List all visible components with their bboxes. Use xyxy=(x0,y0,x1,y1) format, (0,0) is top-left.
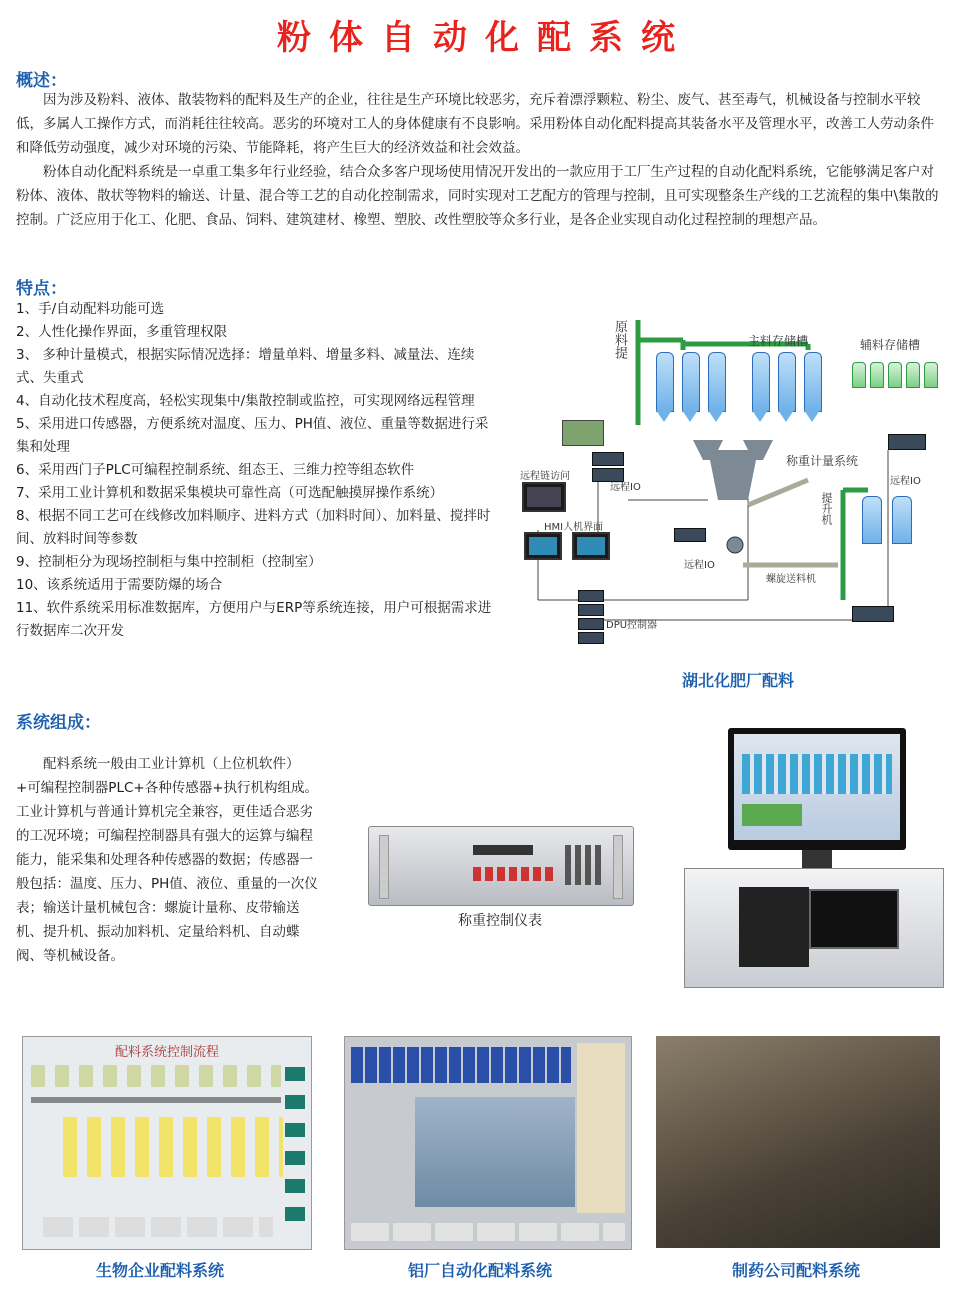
tank-cone xyxy=(752,410,768,422)
weigh-system-label: 称重计量系统 xyxy=(786,454,859,468)
feature-item: 5、采用进口传感器，方便系统对温度、压力、PH值、液位、重量等数据进行采集和处理 xyxy=(16,416,489,455)
panel-title: 配料系统控制流程 xyxy=(114,1045,219,1060)
io-rack xyxy=(578,590,604,602)
main-tank xyxy=(804,352,822,412)
tank-cone xyxy=(778,410,794,422)
main-tank xyxy=(778,352,796,412)
io-rack xyxy=(592,452,624,466)
caption-aluminum: 铝厂自动化配料系统 xyxy=(407,1261,552,1280)
feature-item: 7、采用工业计算机和数据采集模块可靠性高（可选配触摸屏操作系统） xyxy=(16,485,444,501)
tank-cone xyxy=(804,410,820,422)
io-rack xyxy=(578,618,604,630)
hmi-label: HMI人机界面 xyxy=(544,522,604,533)
io-rack xyxy=(674,528,706,542)
hmi-monitor xyxy=(524,532,562,560)
main-tank xyxy=(656,352,674,412)
bio-hmi-screenshot xyxy=(22,1036,312,1250)
features-list xyxy=(16,298,496,643)
pc-chassis xyxy=(684,868,944,988)
overview-paragraph-2: 粉体自动化配料系统是一卓重工集多年行业经验，结合众多客户现场使用情况开发出的一款应用于工厂生产过程的自动化配料系统，它能够满足客户对粉体、液体、散状等物料的输送、计量、混合等工艺的自动化控制需求，同时实现对工艺配方的管理与控制，且可实现整条生产线的工艺流程的集中\集散的控制。广泛应用于化工、化肥、食品、饲料、建筑建材、橡塑、塑胶、改性塑胶等众多行业，是各企业实现自动化过程控制的理想产品。 xyxy=(16,164,939,228)
feature-item: 4、自动化技术程度高，轻松实现集中/集散控制或监控，可实现网络远程管理 xyxy=(16,393,475,409)
main-tank xyxy=(708,352,726,412)
composition-heading: 系统组成： xyxy=(16,713,101,733)
remote-pc xyxy=(522,482,566,512)
industrial-pc-image xyxy=(684,728,942,986)
io-rack xyxy=(578,632,604,644)
tank-cone xyxy=(682,410,698,422)
tank-cone xyxy=(656,410,672,422)
io-rack xyxy=(888,434,926,450)
remote-access-label: 远程链访问 xyxy=(520,471,570,482)
caption-pharma: 制药公司配料系统 xyxy=(731,1261,860,1280)
feature-item: 9、控制柜分为现场控制柜与集中控制柜（控制室） xyxy=(16,554,322,570)
feature-item: 2、人性化操作界面，多重管理权限 xyxy=(16,324,228,340)
overview-text xyxy=(16,88,946,232)
feature-item: 3、 多种计量模式，根据实际情况选择：增量单料、增量多料、减量法、连续式、失重式 xyxy=(16,347,475,386)
aux-tank xyxy=(906,362,920,388)
aux-tank-label: 辅料存储槽 xyxy=(860,338,921,352)
caption-bio: 生物企业配料系统 xyxy=(95,1261,224,1280)
main-tank-label: 主料存储槽 xyxy=(748,334,809,348)
page-title: 粉体自动化配系统 xyxy=(277,18,693,58)
main-tank xyxy=(682,352,700,412)
tank-cone xyxy=(708,410,724,422)
main-tank xyxy=(752,352,770,412)
composition-paragraph: 配料系统一般由工业计算机（上位机软件）+可编程控制器PLC+各种传感器+执行机构组成。工业计算机与普通计算机完全兼容，更佳适合恶劣的工况环境；可编程控制器具有强大的运算与编程能力，能采集和处理各种传感器的数据；传感器一般包括：温度、压力、PH值、液位、重量的一次仪表；输送计量机械包含：螺旋计量称、皮带输送机、提升机、振动加料机、定量给料机、自动蝶阀、等机械设备。 xyxy=(16,756,319,964)
dpu-label: DPU控制器 xyxy=(606,620,658,631)
weighing-instrument-image xyxy=(368,826,634,906)
raw-material-label: 原料提 xyxy=(612,320,627,359)
io-rack xyxy=(578,604,604,616)
overview-heading: 概述： xyxy=(16,71,67,91)
instrument-caption: 称重控制仪表 xyxy=(458,913,542,929)
screw-feeder-label: 螺旋送料机 xyxy=(766,574,816,585)
composition-text xyxy=(16,752,324,968)
hmi-monitor xyxy=(572,532,610,560)
aux-tank xyxy=(924,362,938,388)
monitor xyxy=(728,728,906,850)
aux-tank xyxy=(888,362,902,388)
features-heading: 特点： xyxy=(16,279,67,299)
feature-item: 11、软件系统采用标准数据库，方便用户与ERP等系统连接，用户可根据需求进行数据库二次开发 xyxy=(16,600,492,639)
diagram-caption: 湖北化肥厂配料 xyxy=(681,671,794,690)
pharma-site-photo xyxy=(656,1036,940,1248)
remote-io-label: 远程IO xyxy=(610,482,641,493)
io-rack xyxy=(852,606,894,622)
remote-io-label: 远程IO xyxy=(890,476,921,487)
feature-item: 10、该系统适用于需要防爆的场合 xyxy=(16,577,223,593)
product-tank xyxy=(862,496,882,544)
feature-item: 8、根据不同工艺可在线修改加料顺序、进料方式（加料时间）、加料量、搅拌时间、放料时间等参数 xyxy=(16,508,491,547)
process-diagram xyxy=(508,300,958,662)
remote-io-label: 远程IO xyxy=(684,560,715,571)
product-tank xyxy=(892,496,912,544)
feature-item: 1、手/自动配料功能可选 xyxy=(16,301,165,317)
aluminum-hmi-screenshot xyxy=(344,1036,632,1250)
aux-tank xyxy=(852,362,866,388)
elevator-label: 提升机 xyxy=(820,492,833,525)
overview-paragraph-1: 因为涉及粉料、液体、散装物料的配料及生产的企业，往往是生产环境比较恶劣，充斥着漂浮颗粒、粉尘、废气、甚至毒气，机械设备与控制水平较低，多属人工操作方式，而消耗往往较高。恶劣的环境对工人的身体健康有不良影响。采用粉体自动化配料提高其装备水平及管理水平，改善工人劳动条件和降低劳动强度，减少对环境的污染、节能降耗，将产生巨大的经济效益和社会效益。 xyxy=(16,92,934,156)
feeder-machine xyxy=(562,420,604,446)
aux-tank xyxy=(870,362,884,388)
feature-item: 6、采用西门子PLC可编程控制系统、组态王、三维力控等组态软件 xyxy=(16,462,415,478)
